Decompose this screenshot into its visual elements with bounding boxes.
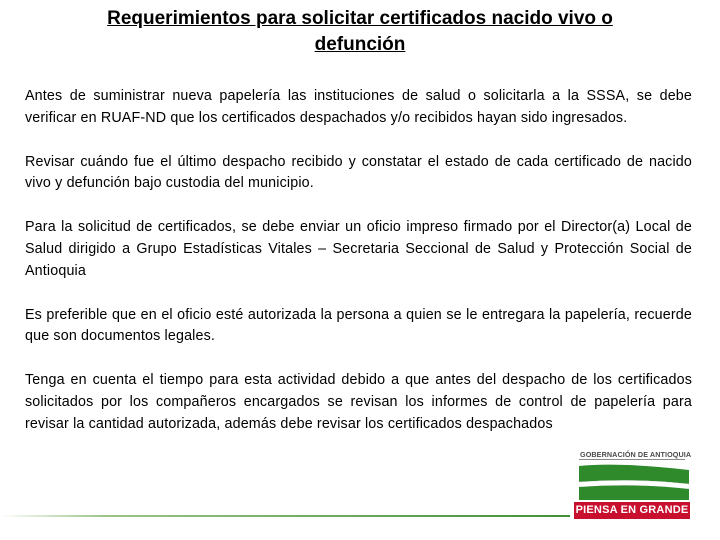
antioquia-flag-icon	[579, 464, 689, 500]
body-text	[25, 86, 692, 458]
paragraph-time-notice: Tenga en cuenta el tiempo para esta actividad debido a que antes del despacho de los certificados solicitados por los compañeros encargados se revisan los informes de control de papelería para revisar la cantidad autorizada, además debe revisar los certificados despachados	[25, 372, 692, 432]
logo-divider	[579, 459, 685, 460]
paragraph-ruaf-check: Antes de suministrar nueva papelería las instituciones de salud o solicitarla a la SSSA, se debe verificar en RUAF-ND que los certificados despachados y/o recibidos hayan sido ingresados.	[25, 88, 692, 126]
slide-title: Requerimientos para solicitar certificados nacido vivo o defunción	[107, 8, 613, 55]
paragraph-authorized-person: Es preferible que en el oficio esté autorizada la persona a quien se le entregara la papelería, recuerde que son documentos legales.	[25, 306, 692, 345]
logo-slogan-banner: PIENSA EN GRANDE	[574, 502, 690, 519]
logo-org-name: GOBERNACIÓN DE ANTIOQUIA	[580, 450, 692, 459]
paragraph-request-letter: Para la solicitud de certificados, se debe enviar un oficio impreso firmado por el Director(a) Local de Salud dirigido a Grupo Estadísticas Vitales – Secretaria Seccional de Salud y Protección Social de Antioquia	[25, 219, 692, 279]
paragraph-last-dispatch: Revisar cuándo fue el último despacho recibido y constatar el estado de cada certificado de nacido vivo y defunción bajo custodia del municipio.	[25, 153, 692, 192]
gobernacion-antioquia-logo	[571, 446, 693, 520]
footer-divider	[0, 515, 570, 517]
